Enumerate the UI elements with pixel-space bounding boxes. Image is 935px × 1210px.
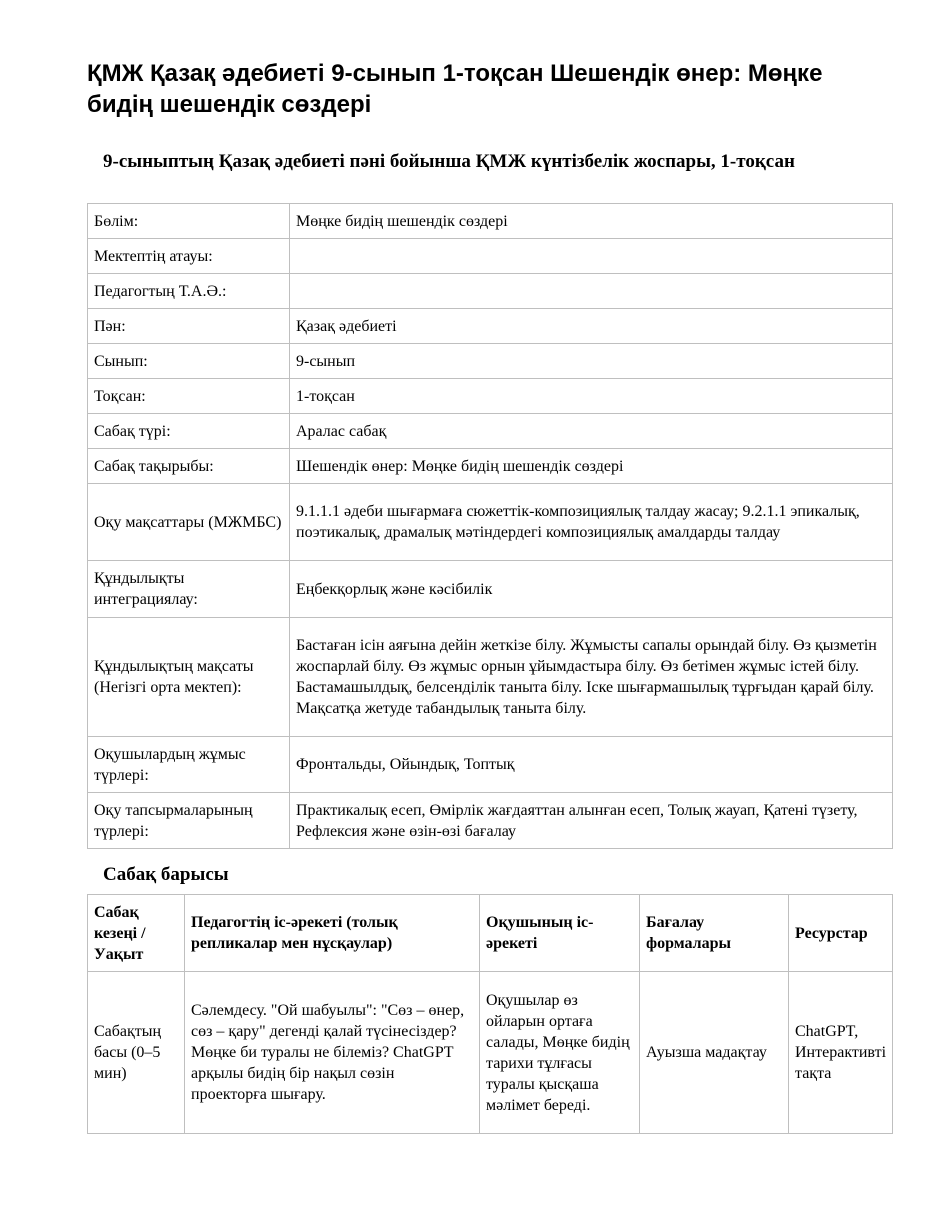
info-row [88,484,893,561]
lesson-table [87,894,893,1134]
info-label: Сынып: [88,344,290,379]
info-row [88,414,893,449]
info-row [88,449,893,484]
info-value: Практикалық есеп, Өмірлік жағдаяттан алынған есеп, Толық жауап, Қатені түзету, Рефлексия және өзін-өзі бағалау [290,793,893,849]
column-header-assessment: Бағалау формалары [640,895,789,972]
info-row [88,309,893,344]
info-row [88,737,893,793]
info-row [88,344,893,379]
info-value: 9-сынып [290,344,893,379]
info-row [88,204,893,239]
info-label: Бөлім: [88,204,290,239]
info-value: Қазақ әдебиеті [290,309,893,344]
lesson-heading: Сабақ барысы [103,864,229,885]
student-cell: Оқушылар өз ойларын ортаға салады, Мөңке бидің тарихи тұлғасы туралы қысқаша мәлімет береді. [480,972,640,1134]
info-row [88,561,893,618]
column-header-stage: Сабақ кезеңі / Уақыт [88,895,185,972]
stage-cell: Сабақтың басы (0–5 мин) [88,972,185,1134]
plan-heading: 9-сыныптың Қазақ әдебиеті пәні бойынша ҚМЖ күнтізбелік жоспары, 1-тоқсан [103,151,795,172]
assessment-cell: Ауызша мадақтау [640,972,789,1134]
page-title: ҚМЖ Қазақ әдебиеті 9-сынып 1-тоқсан Шешендік өнер: Мөңке бидің шешендік сөздері [87,60,823,118]
info-value: 9.1.1.1 әдеби шығармаға сюжеттік-композициялық талдау жасау; 9.2.1.1 эпикалық, поэтикалық, драмалық мәтіндердегі композициялық амалдарды талдау [290,484,893,561]
info-label: Сабақ түрі: [88,414,290,449]
info-row [88,793,893,849]
info-label: Құндылықты интеграциялау: [88,561,290,618]
info-label: Педагогтың Т.А.Ә.: [88,274,290,309]
info-label: Оқушылардың жұмыс түрлері: [88,737,290,793]
info-value: Аралас сабақ [290,414,893,449]
info-value: Бастаған ісін аяғына дейін жеткізе білу. Жұмысты сапалы орындай білу. Өз қызметін жоспарлай білу. Өз жұмыс орнын ұйымдастыра білу. Өз бетімен жұмыс істей білу. Бастамашылдық, белсенділік таныта білу. Іске шығармашылық тұрғыдан қарай білу. Мақсатқа жетуде табандылық таныта білу. [290,618,893,737]
info-value: Фронтальды, Ойындық, Топтық [290,737,893,793]
info-value [290,274,893,309]
info-value: Еңбекқорлық және кәсібилік [290,561,893,618]
column-header-resources: Ресурстар [789,895,893,972]
info-table [87,203,893,849]
info-row [88,379,893,414]
info-value: 1-тоқсан [290,379,893,414]
info-row [88,274,893,309]
column-header-student: Оқушының іс-әрекеті [480,895,640,972]
info-label: Мектептің атауы: [88,239,290,274]
info-row [88,239,893,274]
table-row [88,972,893,1134]
column-header-teacher: Педагогтің іс-әрекеті (толық репликалар мен нұсқаулар) [185,895,480,972]
info-value: Мөңке бидің шешендік сөздері [290,204,893,239]
info-label: Оқу тапсырмаларының түрлері: [88,793,290,849]
lesson-header-row [88,895,893,972]
info-row [88,618,893,737]
info-label: Пән: [88,309,290,344]
info-value [290,239,893,274]
info-value: Шешендік өнер: Мөңке бидің шешендік сөздері [290,449,893,484]
info-label: Құндылықтың мақсаты (Негізгі орта мектеп): [88,618,290,737]
resources-cell: ChatGPT, Интерактивті тақта [789,972,893,1134]
info-label: Тоқсан: [88,379,290,414]
info-label: Сабақ тақырыбы: [88,449,290,484]
teacher-cell: Сәлемдесу. "Ой шабуылы": "Сөз – өнер, сөз – қару" дегенді қалай түсінесіздер? Мөңке би туралы не білеміз? ChatGPT арқылы бидің бір нақыл сөзін проекторға шығару. [185,972,480,1134]
info-label: Оқу мақсаттары (МЖМБС) [88,484,290,561]
